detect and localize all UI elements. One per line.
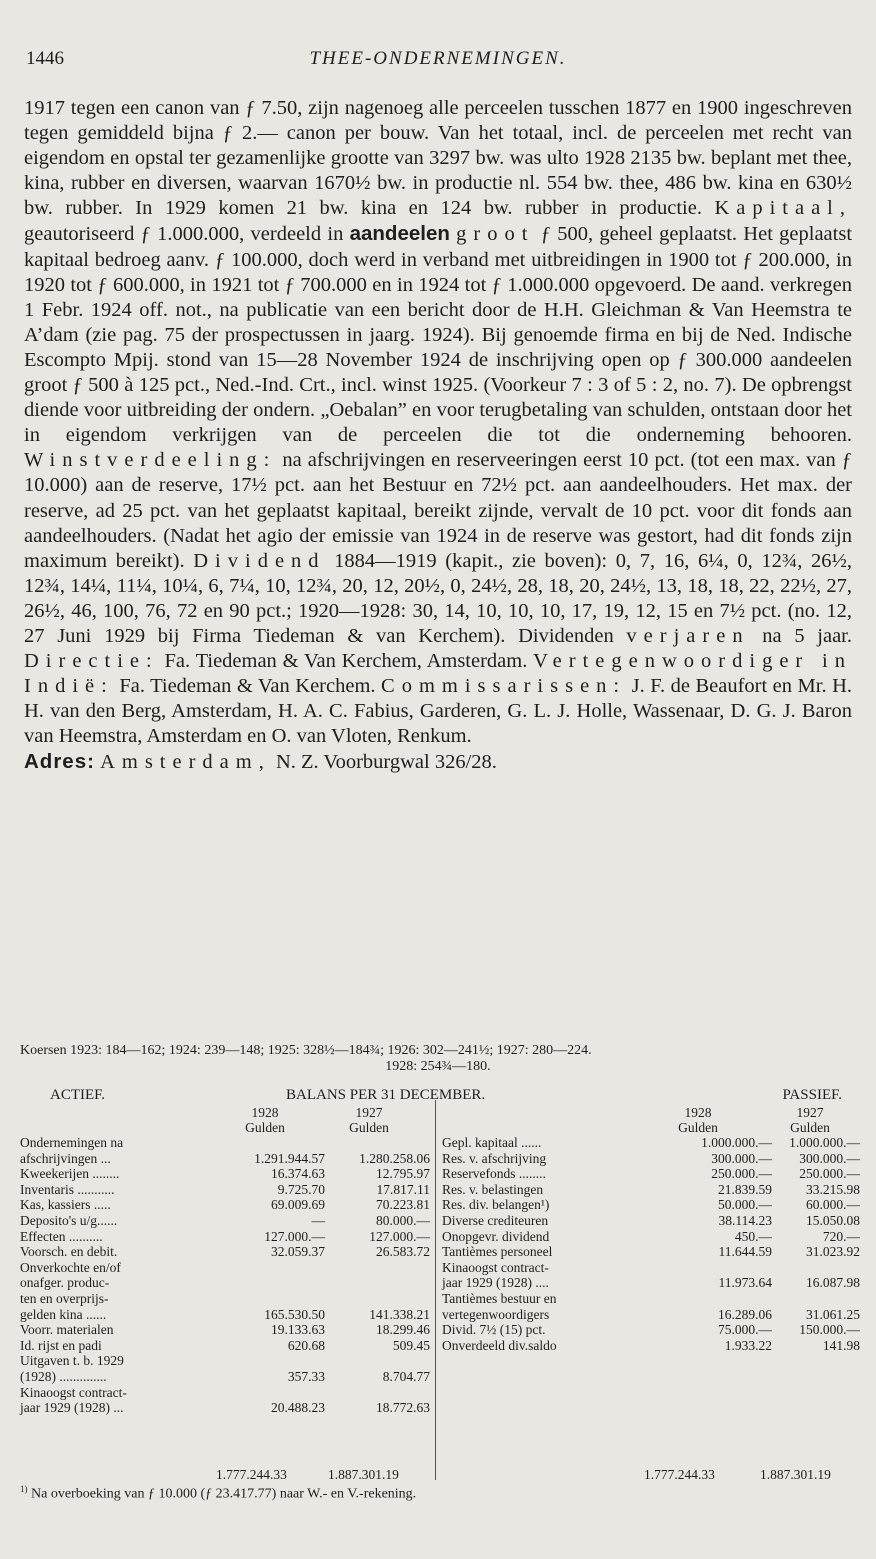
table-row [20, 1369, 430, 1385]
vertegenwoordiger-label: Vertegenwoordiger in Indië: [24, 650, 852, 698]
value-1928: 450.— [734, 1228, 772, 1244]
commissarissen-text: J. F. de Beaufort en Mr. H. H. van den Berg, Amsterdam, H. A. C. Fabius, Garderen, G. L. J. Holle, Wassenaar, D. G. J. Baron van Heemstra, Amsterdam en O. van Vloten, Renkum. [24, 675, 853, 748]
value-1927: 80.000.— [376, 1212, 430, 1228]
total-passief-1928: 1.777.244.33 [644, 1467, 715, 1482]
row-label: onafger. produc- [20, 1275, 110, 1291]
value-1927: 15.050.08 [806, 1212, 860, 1228]
column-currency: Gulden [678, 1120, 718, 1135]
value-1927: 300.000.— [799, 1150, 860, 1166]
row-label: Tantièmes bestuur en [442, 1290, 557, 1306]
column-header [648, 1105, 748, 1135]
value-1928: 20.488.23 [271, 1400, 325, 1416]
row-label: Voorr. materialen [20, 1322, 114, 1338]
body-paragraph [24, 96, 852, 749]
row-label: Ondernemingen na [20, 1135, 124, 1150]
table-row [442, 1291, 860, 1307]
value-1927: 31.061.25 [806, 1306, 860, 1322]
value-1928: 300.000.— [711, 1150, 772, 1166]
column-year: 1927 [796, 1105, 824, 1120]
value-1928: 16.374.63 [271, 1166, 325, 1182]
row-label: ten en overprijs- [20, 1290, 109, 1306]
table-row [20, 1338, 430, 1354]
passief-title: PASSIEF. [782, 1087, 842, 1103]
table-row [442, 1166, 860, 1182]
dividend-label: Dividend [193, 549, 326, 572]
value-1927: 31.023.92 [806, 1244, 860, 1260]
value-1927: 509.45 [392, 1337, 430, 1353]
row-label: Effecten .......... [20, 1228, 103, 1244]
column-year: 1927 [355, 1105, 383, 1120]
verjaren-text: na 5 jaar. [762, 624, 852, 647]
company-description [24, 96, 852, 776]
value-1927: 1.280.258.06 [359, 1150, 430, 1166]
footnote [20, 1484, 416, 1503]
row-label: Uitgaven t. b. 1929 [20, 1353, 124, 1369]
footnote-mark: 1) [20, 1484, 28, 1494]
actief-rows [20, 1135, 430, 1416]
table-row [442, 1229, 860, 1245]
value-1927: 18.299.46 [376, 1322, 430, 1338]
row-label: jaar 1929 (1928) ... [20, 1400, 124, 1416]
value-1927: 8.704.77 [382, 1368, 430, 1384]
value-1927: 250.000.— [799, 1166, 860, 1182]
table-row [442, 1244, 860, 1260]
share-prices-line: Koersen 1923: 184—162; 1924: 239—148; 1925: 328½—184¾; 1926: 302—241½; 1927: 280—224. [20, 1043, 592, 1058]
aandeelen-label: aandeelen [349, 222, 450, 246]
column-year: 1928 [251, 1105, 279, 1120]
value-1927: 70.223.81 [376, 1197, 430, 1213]
table-row [20, 1151, 430, 1167]
value-1928: — [311, 1212, 325, 1228]
column-divider [435, 1100, 436, 1480]
column-header [760, 1105, 860, 1135]
value-1928: 50.000.— [718, 1197, 772, 1213]
table-row [20, 1197, 430, 1213]
value-1928: 250.000.— [711, 1166, 772, 1182]
row-label: Res. v. afschrijving [442, 1150, 547, 1166]
table-row [20, 1385, 430, 1401]
table-row [442, 1135, 860, 1151]
value-1927: 141.338.21 [369, 1306, 430, 1322]
row-label: Res. v. belastingen [442, 1181, 544, 1197]
value-1927: 141.98 [822, 1337, 860, 1353]
value-1928: 1.000.000.— [701, 1135, 772, 1150]
row-label: Id. rijst en padi [20, 1337, 102, 1353]
value-1928: 11.973.64 [718, 1275, 772, 1291]
value-1928: 32.059.37 [271, 1244, 325, 1260]
value-1928: 1.933.22 [724, 1337, 772, 1353]
table-row [20, 1229, 430, 1245]
row-label: Inventaris ........... [20, 1181, 115, 1197]
row-label: Reservefonds ........ [442, 1166, 546, 1182]
row-label: jaar 1929 (1928) .... [442, 1275, 549, 1291]
capital-text: geautoriseerd ƒ 1.000.000, verdeeld in [24, 223, 344, 246]
value-1927: 33.215.98 [806, 1181, 860, 1197]
table-row [20, 1275, 430, 1291]
row-label: (1928) .............. [20, 1368, 107, 1384]
column-currency: Gulden [790, 1120, 830, 1135]
row-label: Gepl. kapitaal ...... [442, 1135, 542, 1150]
vertegenwoordiger-text: Fa. Tiedeman & Van Kerchem. [119, 675, 376, 698]
value-1928: 620.68 [287, 1337, 325, 1353]
table-row [20, 1322, 430, 1338]
value-1927: 720.— [822, 1228, 860, 1244]
table-row [20, 1244, 430, 1260]
page-number: 1446 [26, 48, 64, 69]
row-label: vertegenwoordigers [442, 1306, 550, 1322]
table-row [442, 1322, 860, 1338]
value-1928: 16.289.06 [718, 1306, 772, 1322]
actief-title: ACTIEF. [50, 1087, 106, 1103]
row-label: afschrijvingen ... [20, 1150, 111, 1166]
value-1928: 165.530.50 [264, 1306, 325, 1322]
row-label: Onverkochte en/of [20, 1259, 121, 1275]
table-row [20, 1182, 430, 1198]
value-1927: 17.817.11 [376, 1181, 430, 1197]
capital-history-text: ƒ 500, geheel geplaatst. Het geplaatst kapitaal bedroeg aanv. ƒ 100.000, doch werd in verband met uitbreidingen in 1900 tot ƒ 200.000, in 1920 tot ƒ 600.000, in 1921 tot ƒ 700.000 en in 1924 tot ƒ 1.000.000 opgevoerd. De aand. verkregen 1 Febr. 1924 off. not., na publicatie van een bericht door de H.H. Gleichman & Van Heemstra te A’dam (zie pag. 75 der prospectussen in jaarg. 1924). Bij genoemde firma en bij de Ned. Indische Escompto Mpij. stond van 15—28 November 1924 de inschrijving open op ƒ 300.000 aandeelen groot ƒ 500 à 125 pct., Ned.-Ind. Crt., incl. winst 1925. (Voorkeur 7 : 3 of 5 : 2, no. 7). De opbrengst diende voor uitbreiding der ondern. „Oebalan” en voor terugbetaling van schulden, ontstaan door het in eigendom verkrijgen van de perceelen die tot die onderneming behooren. [24, 223, 853, 447]
address-line [24, 749, 852, 775]
table-row [20, 1166, 430, 1182]
row-label: Res. div. belangen¹) [442, 1197, 550, 1213]
table-row [442, 1182, 860, 1198]
balans-title: BALANS PER 31 DECEMBER. [286, 1087, 486, 1103]
value-1928: 19.133.63 [271, 1322, 325, 1338]
column-currency: Gulden [349, 1120, 389, 1135]
table-row [20, 1213, 430, 1229]
share-prices [20, 1043, 856, 1075]
running-title: THEE-ONDERNEMINGEN. [309, 48, 567, 69]
dividenden-text: Dividenden [518, 624, 614, 647]
row-label: Voorsch. en debit. [20, 1244, 118, 1260]
value-1927: 150.000.— [799, 1322, 860, 1338]
row-label: Deposito's u/g...... [20, 1212, 118, 1228]
table-row [442, 1275, 860, 1291]
verjaren-label: verjaren [626, 624, 750, 647]
value-1928: 357.33 [287, 1368, 325, 1384]
row-label: Onverdeeld div.saldo [442, 1337, 557, 1353]
row-label: gelden kina ...... [20, 1306, 107, 1322]
footnote-text: Na overboeking van ƒ 10.000 (ƒ 23.417.77) naar W.- en V.-rekening. [31, 1486, 417, 1502]
value-1927: 127.000.— [369, 1228, 430, 1244]
value-1928: 38.114.23 [718, 1212, 772, 1228]
kapitaal-label: Kapitaal, [714, 197, 853, 220]
table-row [20, 1260, 430, 1276]
row-label: Kinaoogst contract- [20, 1384, 127, 1400]
commissarissen-label: Commissarissen: [381, 675, 627, 698]
value-1927: 26.583.72 [376, 1244, 430, 1260]
table-row [20, 1135, 430, 1151]
value-1928: 127.000.— [264, 1228, 325, 1244]
value-1928: 21.839.59 [718, 1181, 772, 1197]
column-header [324, 1105, 414, 1135]
value-1927: 12.795.97 [376, 1166, 430, 1182]
directie-text: Fa. Tiedeman & Van Kerchem, Amsterdam. [164, 650, 528, 673]
table-row [20, 1307, 430, 1323]
row-label: Kas, kassiers ..... [20, 1197, 111, 1213]
winstverdeeling-label: Winstverdeeling: [24, 449, 277, 472]
table-row [442, 1338, 860, 1354]
value-1927: 1.000.000.— [789, 1135, 860, 1150]
table-row [442, 1213, 860, 1229]
profit-distribution-text: na afschrijvingen en reserveeringen eerst 10 pct. (tot een max. van ƒ 10.000) aan de reserve, 17½ pct. aan het Bestuur en 72½ pct. aan aandeelhouders. Het max. der reserve, ad 25 pct. van het geplaatst kapitaal, bereikt zijnde, vervalt de 10 pct. voor dit fonds aan aandeelhouders. (Nadat het agio der emissie van 1924 in de reserve was gestort, had dit fonds zijn maximum bereikt). [24, 449, 852, 572]
passief-rows [442, 1135, 860, 1353]
table-row [442, 1260, 860, 1276]
adres-street: N. Z. Voorburgwal 326/28. [275, 751, 497, 774]
adres-label: Adres: [24, 750, 95, 774]
value-1928: 1.291.944.57 [254, 1150, 325, 1166]
table-row [442, 1307, 860, 1323]
table-row [20, 1400, 430, 1416]
value-1928: 75.000.— [718, 1322, 772, 1338]
row-label: Kweekerijen ........ [20, 1166, 120, 1182]
value-1927: 60.000.— [806, 1197, 860, 1213]
total-passief-1927: 1.887.301.19 [760, 1467, 831, 1482]
row-label: Onopgevr. dividend [442, 1228, 550, 1244]
table-row [442, 1197, 860, 1213]
column-currency: Gulden [245, 1120, 285, 1135]
row-label: Kinaoogst contract- [442, 1259, 549, 1275]
value-1928: 9.725.70 [277, 1181, 325, 1197]
dividend-history-text: 1884—1919 (kapit., zie boven): 0, 7, 16, 6¼, 0, 12¾, 26½, 12¾, 14¼, 11¼, 10¼, 6, 7¼, 10, 12¾, 20, 12, 20½, 0, 24½, 28, 18, 20, 24½, 13, 18, 18, 22, 22½, 27, 26½, 46, 100, 76, 72 en 90 pct.; 1920—1928: 30, 14, 10, 10, 10, 17, 19, 12, 15 en 7½ pct. (no. 12, 27 Juni 1929 bij Firma Tiedeman & van Kerchem). [24, 549, 852, 647]
row-label: Tantièmes personeel [442, 1244, 553, 1260]
groot-label: groot [456, 223, 535, 246]
adres-city: Amsterdam, [100, 751, 271, 774]
column-header [220, 1105, 310, 1135]
plantation-text: 1917 tegen een canon van ƒ 7.50, zijn nagenoeg alle perceelen tusschen 1877 en 1900 ingeschreven tegen gemiddeld bijna ƒ 2.— canon per bouw. Van het totaal, incl. de perceelen met recht van eigendom en opstal ter gezamenlijke grootte van 3297 bw. was ulto 1928 2135 bw. beplant met thee, kina, rubber en diversen, waarvan 1670½ bw. in productie nl. 554 bw. thee, 486 bw. kina en 630½ bw. rubber. In 1929 komen 21 bw. kina en 124 bw. rubber in productie. [24, 97, 852, 220]
column-year: 1928 [684, 1105, 712, 1120]
row-label: Divid. 7½ (15) pct. [442, 1322, 546, 1338]
total-actief-1927: 1.887.301.19 [328, 1467, 399, 1482]
table-row [442, 1151, 860, 1167]
total-actief-1928: 1.777.244.33 [216, 1467, 287, 1482]
share-prices-line: 1928: 254¾—180. [385, 1059, 491, 1074]
row-label: Diverse crediteuren [442, 1212, 549, 1228]
value-1928: 69.009.69 [271, 1197, 325, 1213]
table-row [20, 1291, 430, 1307]
page-header [26, 48, 850, 78]
value-1927: 16.087.98 [806, 1275, 860, 1291]
value-1928: 11.644.59 [718, 1244, 772, 1260]
value-1927: 18.772.63 [376, 1400, 430, 1416]
directie-label: Directie: [24, 650, 159, 673]
table-row [20, 1353, 430, 1369]
